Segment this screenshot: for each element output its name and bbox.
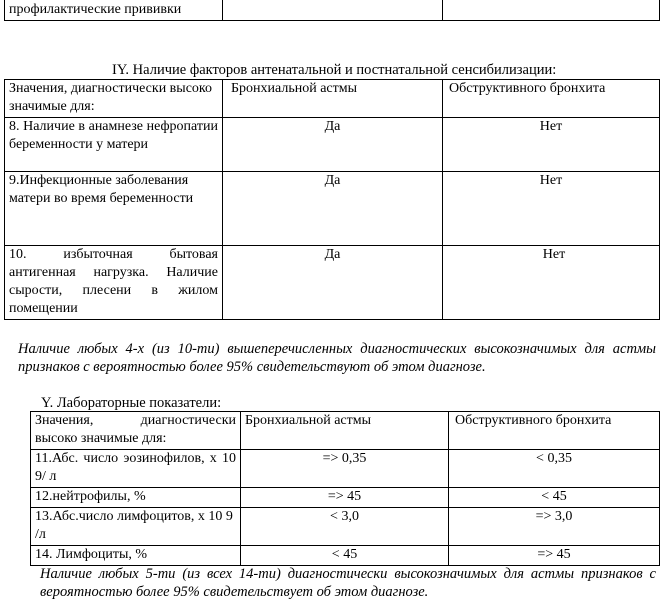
bronchitis-value: => 45 — [449, 546, 660, 566]
header-text: Значения, диагностически высоко значимые для: — [35, 413, 236, 446]
table-row — [5, 172, 660, 246]
bronchitis-value: Нет — [443, 246, 660, 320]
top-table-cell: профилактические прививки — [5, 0, 223, 21]
header-cell: Бронхиальной астмы — [223, 80, 443, 118]
table-row — [31, 488, 660, 508]
header-cell — [31, 412, 241, 450]
header-cell: Бронхиальной астмы — [241, 412, 449, 450]
table-row — [31, 450, 660, 488]
table-row — [5, 246, 660, 320]
lab-table — [30, 411, 660, 566]
asthma-value: < 3,0 — [241, 508, 449, 546]
header-cell: Обструктивного бронхита — [449, 412, 660, 450]
table-row — [31, 508, 660, 546]
top-table-cell — [443, 0, 660, 21]
sensitization-table — [4, 79, 660, 320]
row-label: 14. Лимфоциты, % — [31, 546, 241, 566]
section-5-note: Наличие любых 5-ти (из всех 14-ти) диагностически высокозначимых для астмы признаков с вероятностью более 95% свидетельствует об этом диагнозе. — [40, 566, 656, 600]
section-5-heading: Y. Лабораторные показатели: — [41, 395, 222, 411]
asthma-value: => 45 — [241, 488, 449, 508]
header-cell: Значения, диагностически высоко значимые для: — [5, 80, 223, 118]
table-row — [5, 118, 660, 172]
asthma-value: Да — [223, 246, 443, 320]
bronchitis-value: Нет — [443, 118, 660, 172]
asthma-value: < 45 — [241, 546, 449, 566]
top-table — [4, 0, 660, 21]
bronchitis-value: < 0,35 — [449, 450, 660, 488]
row-label: 10. избыточная бытовая антигенная нагрузка. Наличие сырости, плесени в жилом помещении — [5, 246, 223, 320]
row-label: 9.Инфекционные заболевания матери во время беременности — [5, 172, 223, 246]
bronchitis-value: < 45 — [449, 488, 660, 508]
table-row — [31, 546, 660, 566]
top-table-cell — [223, 0, 443, 21]
row-label: 12.нейтрофилы, % — [31, 488, 241, 508]
bronchitis-value: Нет — [443, 172, 660, 246]
row-label: 8. Наличие в анамнезе нефропатии беременности у матери — [5, 118, 223, 172]
section-4-note: Наличие любых 4-х (из 10-ти) вышеперечисленных диагностических высокозначимых для астмы признаков с вероятностью более 95% свидетельствуют об этом диагнозе. — [18, 341, 656, 375]
row-label: 13.Абс.число лимфоцитов, х 10 9 /л — [31, 508, 241, 546]
section-4-heading: IY. Наличие факторов антенатальной и постнатальной сенсибилизации: — [112, 62, 557, 78]
row-label: 11.Абс. число эозинофилов, х 10 9/ л — [31, 450, 241, 488]
asthma-value: Да — [223, 172, 443, 246]
asthma-value: Да — [223, 118, 443, 172]
asthma-value: => 0,35 — [241, 450, 449, 488]
bronchitis-value: => 3,0 — [449, 508, 660, 546]
header-cell: Обструктивного бронхита — [443, 80, 660, 118]
